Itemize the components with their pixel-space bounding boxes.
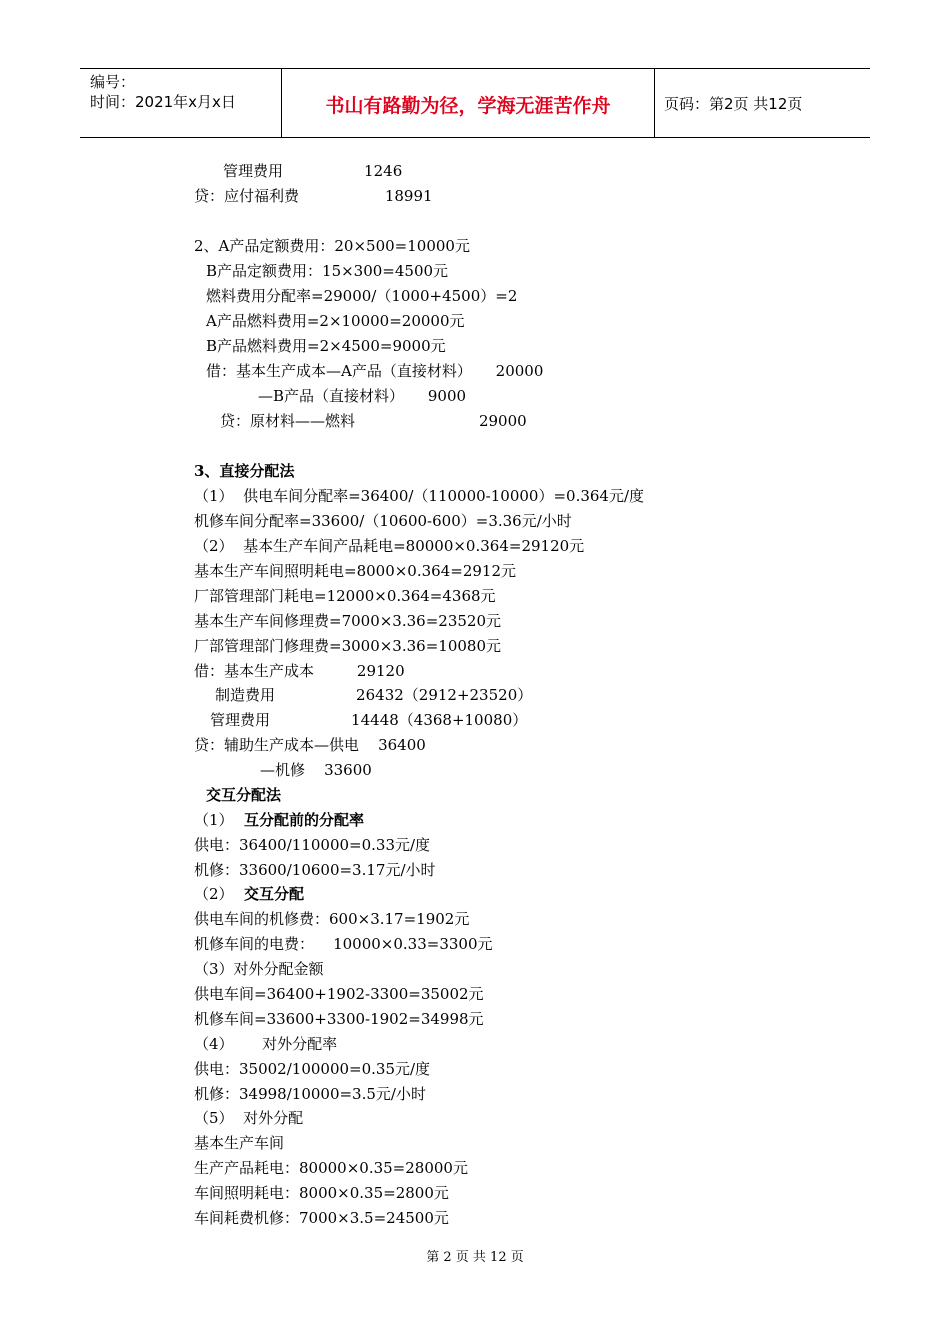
- text-line: 机修车间=33600+3300-1902=34998元: [194, 1010, 484, 1028]
- document-number-label: 编号：: [90, 73, 136, 91]
- header-divider: [654, 69, 655, 137]
- page-footer: 第 2 页 共 12 页: [426, 1250, 524, 1265]
- text-line: （4） 对外分配率: [194, 1035, 338, 1053]
- text-line: —机修 33600: [260, 761, 372, 779]
- text-line: 厂部管理部门修理费=3000×3.36=10080元: [194, 637, 501, 655]
- text-line: B产品定额费用：15×300=4500元: [206, 262, 449, 280]
- text-line: 车间耗费机修：7000×3.5=24500元: [194, 1209, 449, 1227]
- text-line: （5） 对外分配: [194, 1109, 304, 1127]
- text-line: 基本生产车间: [194, 1134, 285, 1152]
- text-line: 机修：34998/10000=3.5元/小时: [194, 1085, 426, 1103]
- text-line: 供电车间的机修费：600×3.17=1902元: [194, 910, 470, 928]
- text-line: 机修：33600/10600=3.17元/小时: [194, 861, 436, 879]
- text-line: 2、A产品定额费用：20×500=10000元: [194, 237, 470, 255]
- text-line: 基本生产车间修理费=7000×3.36=23520元: [194, 612, 501, 630]
- step-number: （2）: [194, 885, 234, 903]
- step-number: （1）: [194, 811, 234, 829]
- text-line: 燃料费用分配率=29000/（1000+4500）=2: [206, 287, 518, 305]
- text-line: 供电车间=36400+1902-3300=35002元: [194, 985, 484, 1003]
- text-line: （2） 基本生产车间产品耗电=80000×0.364=29120元: [194, 537, 585, 555]
- text-line: 借：基本生产成本 29120: [194, 662, 405, 680]
- text-line: —B产品（直接材料） 9000: [258, 387, 467, 405]
- text-line: 制造费用 26432（2912+23520）: [215, 686, 533, 704]
- text-line: 贷：辅助生产成本—供电 36400: [194, 736, 426, 754]
- text-line: 借：基本生产成本—A产品（直接材料） 20000: [206, 362, 544, 380]
- section-heading: 交互分配法: [206, 786, 282, 804]
- text-line: （3）对外分配金额: [194, 960, 324, 978]
- text-line: 供电：36400/110000=0.33元/度: [194, 836, 431, 854]
- text-line: 管理费用 1246: [223, 162, 403, 180]
- text-line: （1） 供电车间分配率=36400/（110000-10000）=0.364元/度: [194, 487, 645, 505]
- text-line: 机修车间分配率=33600/（10600-600）=3.36元/小时: [194, 512, 572, 530]
- text-line: 贷：原材料——燃料 29000: [220, 412, 527, 430]
- step-heading: 互分配前的分配率: [244, 811, 365, 829]
- text-line: 贷：应付福利费 18991: [194, 187, 433, 205]
- text-line: B产品燃料费用=2×4500=9000元: [206, 337, 446, 355]
- text-line: 管理费用 14448（4368+10080）: [210, 711, 528, 729]
- page-header: [80, 68, 870, 138]
- text-line: 基本生产车间照明耗电=8000×0.364=2912元: [194, 562, 516, 580]
- header-motto: 书山有路勤为径，学海无涯苦作舟: [325, 95, 611, 117]
- text-line: 车间照明耗电：8000×0.35=2800元: [194, 1184, 449, 1202]
- header-page-label: 页码：第2页 共12页: [664, 95, 803, 113]
- text-line: 机修车间的电费： 10000×0.33=3300元: [194, 935, 493, 953]
- text-line: 供电：35002/100000=0.35元/度: [194, 1060, 431, 1078]
- text-line: 生产产品耗电：80000×0.35=28000元: [194, 1159, 468, 1177]
- section-heading: 3、直接分配法: [194, 462, 295, 480]
- text-line: 厂部管理部门耗电=12000×0.364=4368元: [194, 587, 496, 605]
- step-heading: 交互分配: [244, 885, 305, 903]
- text-line: A产品燃料费用=2×10000=20000元: [206, 312, 465, 330]
- document-time-label: 时间：2021年x月x日: [90, 93, 236, 111]
